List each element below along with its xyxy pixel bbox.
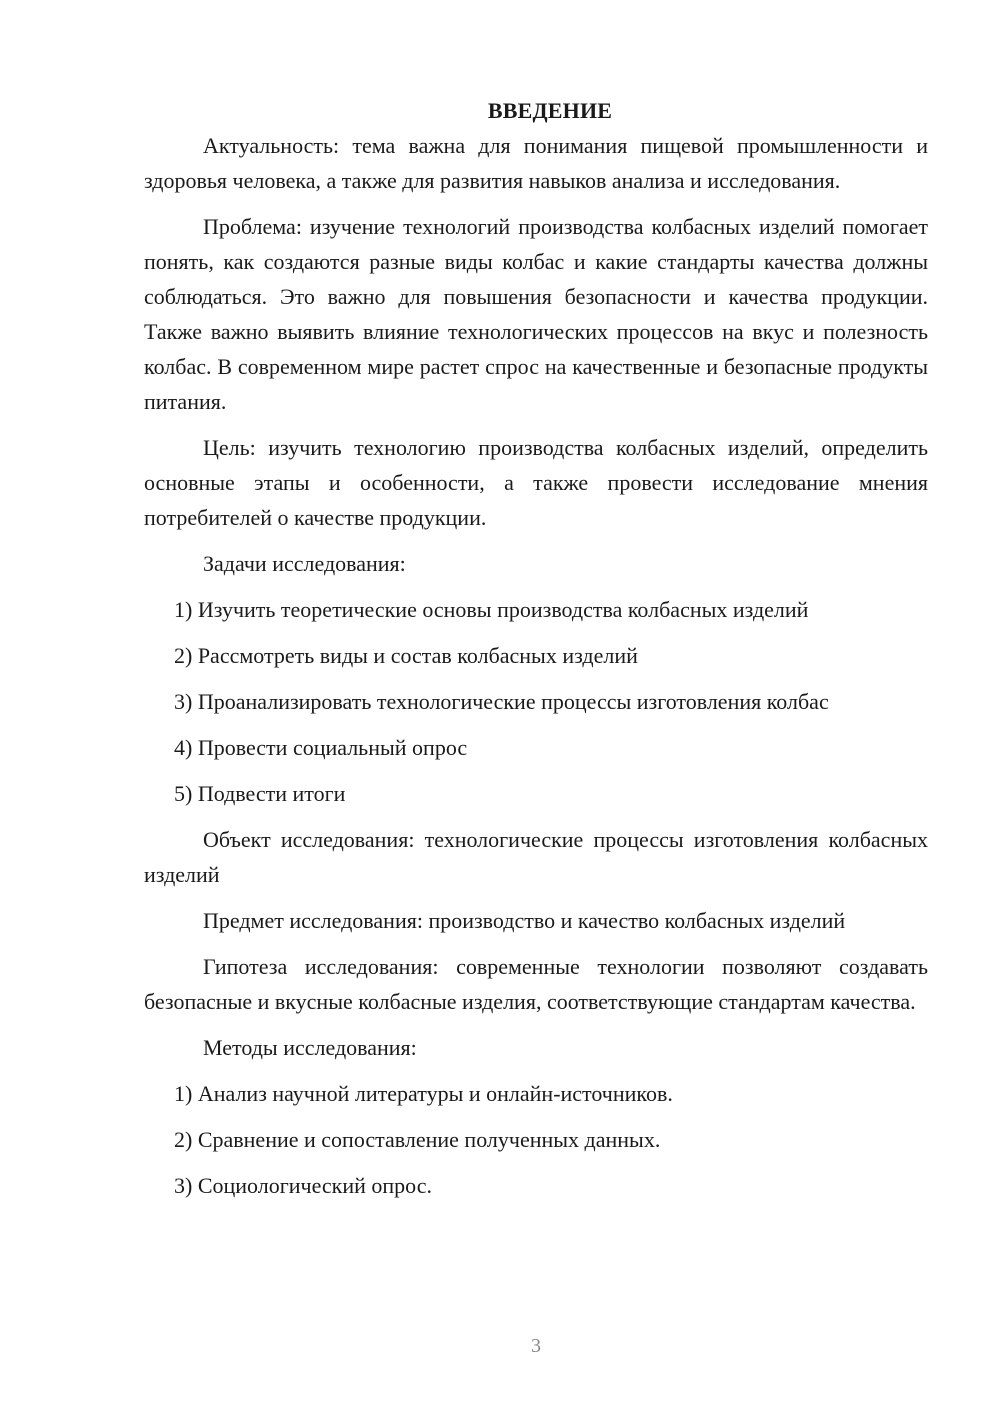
hypothesis-paragraph: Гипотеза исследования: современные технологии позволяют создавать безопасные и вкусные колбасные изделия, соответствующие стандартам качества. xyxy=(144,954,928,1014)
list-item: 5) Подвести итоги xyxy=(174,781,346,806)
subject-paragraph: Предмет исследования: производство и качество колбасных изделий xyxy=(203,908,846,933)
page-number: 3 xyxy=(531,1335,541,1357)
object-paragraph: Объект исследования: технологические процессы изготовления колбасных изделий xyxy=(144,827,928,887)
methods-label: Методы исследования: xyxy=(203,1035,417,1060)
list-item: 1) Изучить теоретические основы производства колбасных изделий xyxy=(174,597,809,622)
list-item: 2) Сравнение и сопоставление полученных данных. xyxy=(174,1127,661,1152)
relevance-paragraph: Актуальность: тема важна для понимания пищевой промышленности и здоровья человека, а также для развития навыков анализа и исследования. xyxy=(144,133,928,193)
page-title: ВВЕДЕНИЕ xyxy=(487,98,613,123)
document-body xyxy=(144,93,928,1203)
list-item: 2) Рассмотреть виды и состав колбасных изделий xyxy=(174,643,638,668)
tasks-label: Задачи исследования: xyxy=(203,551,406,576)
methods-list xyxy=(144,1076,928,1203)
list-item: 3) Проанализировать технологические процессы изготовления колбас xyxy=(174,689,829,714)
goal-paragraph: Цель: изучить технологию производства колбасных изделий, определить основные этапы и особенности, а также провести исследование мнения потребителей о качестве продукции. xyxy=(144,435,928,530)
list-item: 1) Анализ научной литературы и онлайн-источников. xyxy=(174,1081,673,1106)
tasks-list xyxy=(144,592,928,811)
list-item: 3) Социологический опрос. xyxy=(174,1173,432,1198)
list-item: 4) Провести социальный опрос xyxy=(174,735,468,760)
problem-paragraph: Проблема: изучение технологий производства колбасных изделий помогает понять, как создаются разные виды колбас и какие стандарты качества должны соблюдаться. Это важно для повышения безопасности и качества продукции. Также важно выявить влияние технологических процессов на вкус и полезность колбас. В современном мире растет спрос на качественные и безопасные продукты питания. xyxy=(144,214,928,414)
